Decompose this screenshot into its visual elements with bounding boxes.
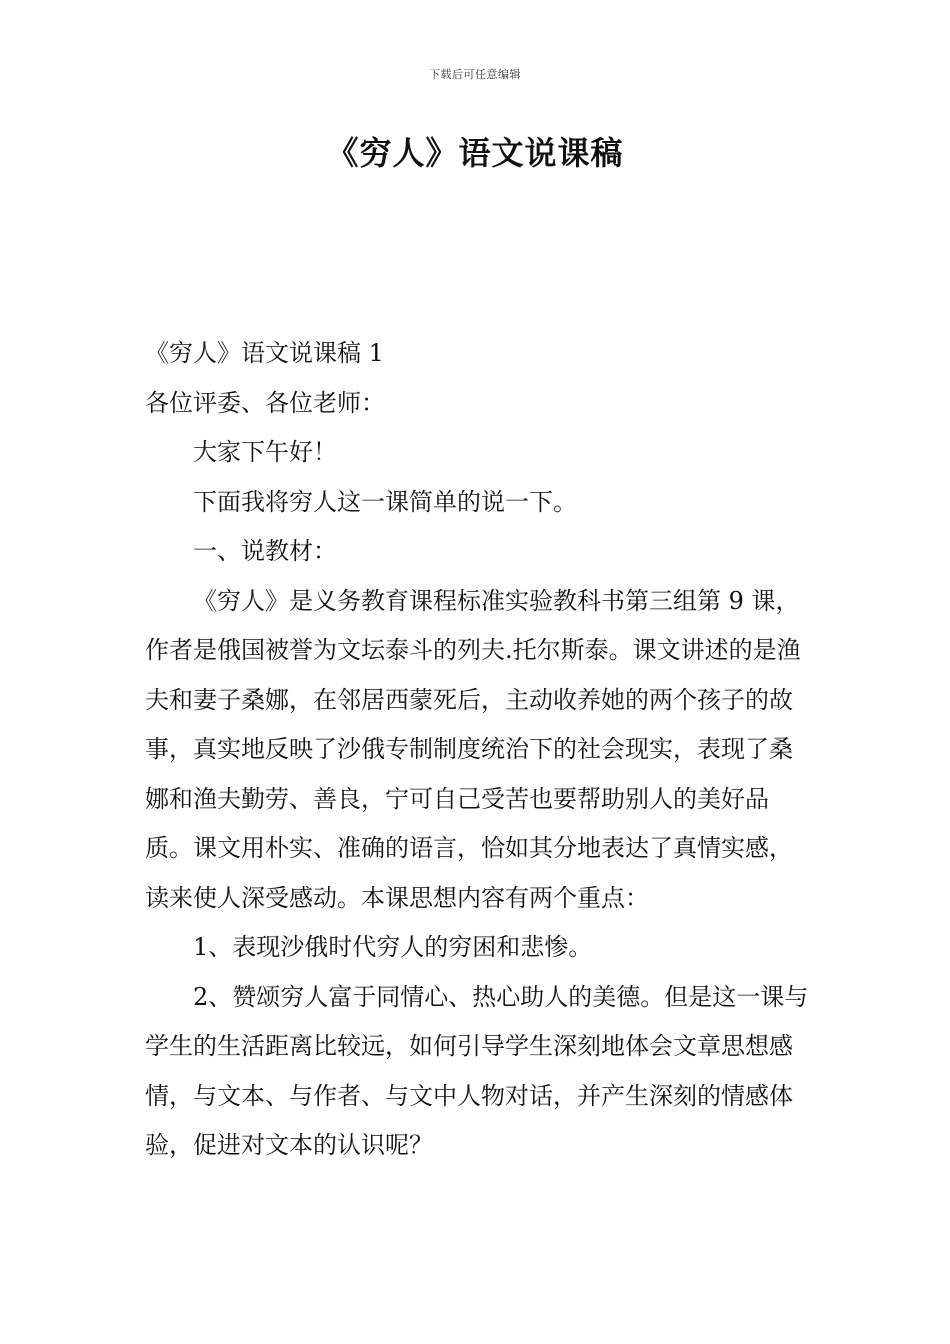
- header-note: 下载后可任意编辑: [429, 68, 521, 81]
- document-title: 《穷人》语文说课稿: [326, 134, 624, 172]
- section-heading: 《穷人》语文说课稿 1: [145, 339, 384, 367]
- point-1: 1、表现沙俄时代穷人的穷困和悲惨。: [193, 933, 593, 961]
- salutation: 各位评委、各位老师：: [145, 388, 385, 417]
- document-body: [145, 329, 813, 1171]
- greeting: 大家下午好！: [193, 438, 337, 466]
- intro-paragraph: 下面我将穷人这一课简单的说一下。: [193, 487, 577, 516]
- paragraph-textbook: 《穷人》是义务教育课程标准实验教科书第三组第 9 课，作者是俄国被誉为文坛泰斗的列夫.托尔斯泰。课文讲述的是渔夫和妻子桑娜，在邻居西蒙死后，主动收养她的两个孩子的故事，真实地反映了沙俄专制制度统治下的社会现实，表现了桑娜和渔夫勤劳、善良，宁可自己受苦也要帮助别人的美好品质。课文用朴实、准确的语言，恰如其分地表达了真情实感，读来使人深受感动。本课思想内容有两个重点：: [145, 586, 801, 912]
- part-heading: 一、说教材：: [193, 537, 337, 565]
- point-2: 2、赞颂穷人富于同情心、热心助人的美德。但是这一课与学生的生活距离比较远，如何引导学生深刻地体会文章思想感情，与文本、与作者、与文中人物对话，并产生深刻的情感体验，促进对文本的认识呢？: [145, 982, 809, 1159]
